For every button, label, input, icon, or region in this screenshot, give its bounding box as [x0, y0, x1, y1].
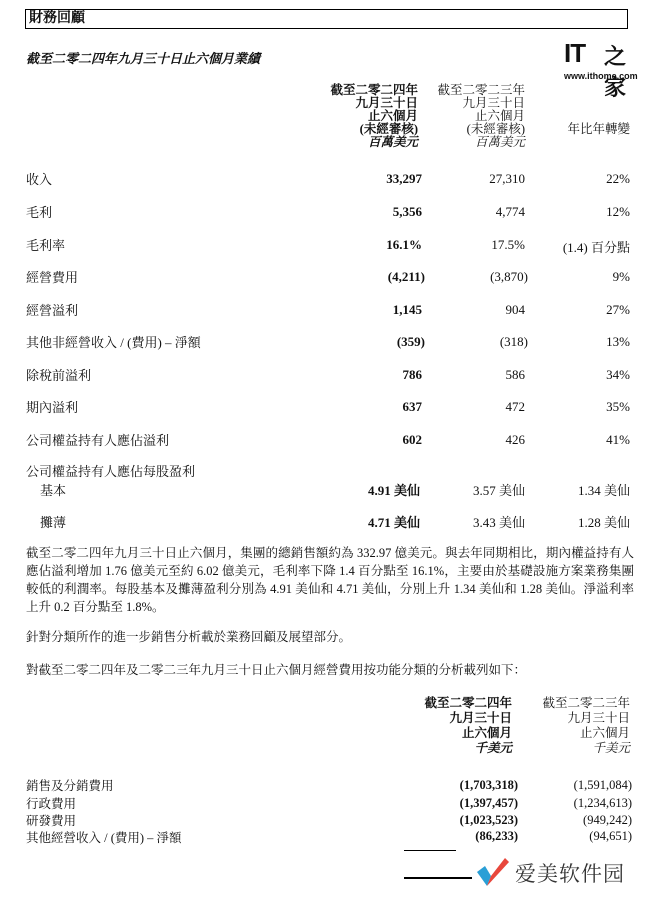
yoy-change: 27% — [606, 302, 630, 317]
value-2023: 3.43 美仙 — [472, 515, 525, 530]
segment-note: 針對分類所作的進一步銷售分析載於業務回顧及展望部分。 — [26, 630, 352, 644]
value-2024: 602 — [402, 432, 422, 447]
row-label: 毛利 — [26, 205, 53, 220]
summary-paragraph: 截至二零二四年九月三十日止六個月，集團的總銷售額約為 332.97 億美元。與去年同期相比，期內權益持有人應佔溢利增加 1.76 億美元至約 6.02 億美元，毛利率下降 1.4 百分點至 16.1%，主要由於基礎設施方案業務集團較低的利潤率。每股基本及攤薄盈利分別為 4.91 美仙和 4.71 美仙，分別上升 1.34 美仙和 1.28 美仙。淨溢利率上升 0.2 百分點至 1.8%。 — [26, 546, 634, 614]
table2-col1-header: 截至二零二四年 九月三十日 止六個月 千美元 — [424, 696, 512, 755]
yoy-change: 34% — [606, 367, 630, 382]
value-2024: 16.1% — [386, 237, 422, 252]
row-label: 其他非經營收入 / (費用) – 淨額 — [26, 335, 201, 350]
value-2024: (1,397,457) — [459, 796, 518, 810]
row-label: 期內溢利 — [26, 400, 79, 415]
row-label: 攤薄 — [40, 515, 67, 530]
row-label: 經營溢利 — [26, 303, 79, 318]
value-2024: 1,145 — [392, 302, 422, 317]
row-label: 經營費用 — [26, 270, 79, 285]
yoy-change: (1.4) 百分點 — [562, 240, 630, 255]
row-label: 公司權益持有人應佔溢利 — [26, 433, 170, 448]
value-2024: 786 — [402, 367, 422, 382]
yoy-change: 35% — [606, 399, 630, 414]
expense-intro: 對截至二零二四年及二零二三年九月三十日止六個月經營費用按功能分類的分析載列如下： — [26, 663, 527, 677]
watermark-text: 爱美软件园 — [515, 862, 625, 886]
total-rule-double — [404, 877, 472, 879]
logo-url: www.ithome.com — [564, 71, 638, 81]
value-2024: 637 — [402, 399, 422, 414]
yoy-change: 13% — [606, 334, 630, 349]
row-label: 銷售及分銷費用 — [26, 779, 114, 793]
row-label: 研發費用 — [26, 814, 77, 828]
row-label: 毛利率 — [26, 238, 66, 253]
table1-col3-header: 年比年轉變 — [567, 122, 630, 136]
value-2024: (1,703,318) — [459, 778, 518, 792]
value-2023: (1,591,084) — [573, 778, 632, 792]
value-2024: 5,356 — [392, 204, 422, 219]
table1-col1-header: 截至二零二四年 九月三十日 止六個月 (未經審核) 百萬美元 — [330, 83, 418, 149]
yoy-change: 41% — [606, 432, 630, 447]
row-label: 基本 — [40, 483, 67, 498]
row-label: 其他經營收入 / (費用) – 淨額 — [26, 831, 182, 845]
value-2024: (4,211) — [387, 269, 425, 284]
total-rule — [404, 850, 456, 851]
value-2024: 33,297 — [386, 171, 422, 186]
report-subtitle: 截至二零二四年九月三十日止六個月業績 — [26, 51, 261, 66]
row-label: 行政費用 — [26, 797, 77, 811]
yoy-change: 1.34 美仙 — [577, 483, 630, 498]
value-2023: 586 — [505, 367, 525, 382]
value-2024: (359) — [396, 334, 425, 349]
table2-col2-header: 截至二零二三年 九月三十日 止六個月 千美元 — [542, 696, 630, 755]
value-2023: (94,651) — [589, 829, 632, 843]
value-2023: 904 — [505, 302, 525, 317]
value-2023: 4,774 — [495, 204, 525, 219]
value-2023: (318) — [499, 334, 528, 349]
yoy-change: 12% — [606, 204, 630, 219]
table1-col2-header: 截至二零二三年 九月三十日 止六個月 (未經審核) 百萬美元 — [437, 83, 525, 149]
yoy-change: 22% — [606, 171, 630, 186]
row-label: 收入 — [26, 172, 53, 187]
value-2024: 4.71 美仙 — [367, 515, 420, 530]
section-title: 財務回顧 — [25, 9, 628, 29]
value-2023: 17.5% — [491, 237, 525, 252]
value-2024: 4.91 美仙 — [367, 483, 420, 498]
checkmark-logo-icon — [475, 856, 511, 890]
value-2024: (1,023,523) — [459, 813, 518, 827]
value-2023: (949,242) — [583, 813, 632, 827]
site-watermark — [475, 856, 655, 892]
value-2024: (86,233) — [475, 829, 518, 843]
ithome-logo — [562, 38, 642, 101]
eps-label: 公司權益持有人應佔每股盈利 — [26, 464, 196, 479]
value-2023: 3.57 美仙 — [472, 483, 525, 498]
logo-mark-zh: 之家 — [604, 45, 627, 101]
value-2023: 472 — [505, 399, 525, 414]
value-2023: 27,310 — [489, 171, 525, 186]
value-2023: (1,234,613) — [573, 796, 632, 810]
yoy-change: 1.28 美仙 — [577, 515, 630, 530]
value-2023: 426 — [505, 432, 525, 447]
row-label: 除稅前溢利 — [26, 368, 92, 383]
yoy-change: 9% — [612, 269, 630, 284]
logo-mark: IT — [564, 38, 586, 68]
value-2023: (3,870) — [490, 269, 528, 284]
